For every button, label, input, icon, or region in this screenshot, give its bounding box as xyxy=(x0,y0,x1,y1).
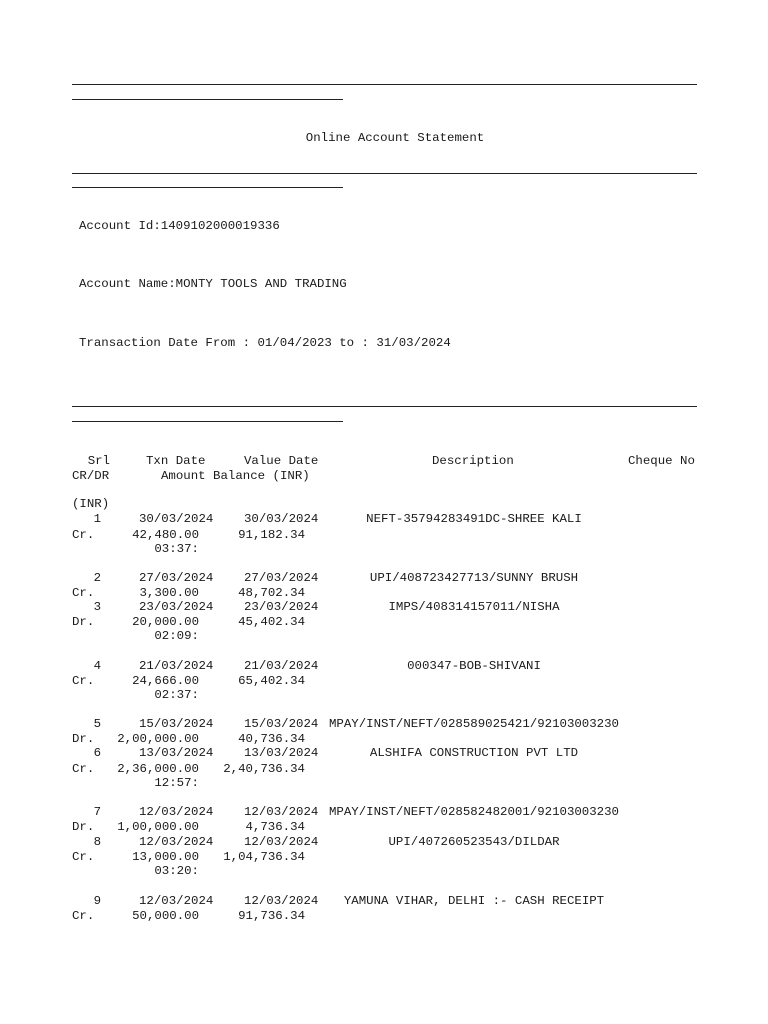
row-cr-dr: Dr. xyxy=(72,732,95,746)
row-txn-date: 23/03/2024 xyxy=(139,600,214,614)
row-amount: 13,000.00 xyxy=(132,850,199,864)
account-name: Account Name:MONTY TOOLS AND TRADING xyxy=(79,277,347,291)
row-txn-date: 12/03/2024 xyxy=(139,835,214,849)
row-value-date: 13/03/2024 xyxy=(244,746,319,760)
row-description: UPI/407260523543/DILDAR xyxy=(388,835,560,849)
row-srl: 1 xyxy=(93,512,101,526)
row-txn-date: 15/03/2024 xyxy=(139,717,214,731)
header-srl: Srl xyxy=(87,454,110,468)
row-srl: 5 xyxy=(93,717,101,731)
row-amount: 2,00,000.00 xyxy=(117,732,199,746)
row-description: YAMUNA VIHAR, DELHI :- CASH RECEIPT xyxy=(343,894,605,908)
row-balance: 65,402.34 xyxy=(238,674,305,688)
row-txn-date: 13/03/2024 xyxy=(139,746,214,760)
header-cheque-no: Cheque No xyxy=(628,454,695,468)
header-txn-date: Txn Date xyxy=(146,454,206,468)
row-cr-dr: Dr. xyxy=(72,615,95,629)
divider-line xyxy=(72,421,343,422)
row-srl: 3 xyxy=(93,600,101,614)
divider-line xyxy=(72,406,697,407)
row-value-date: 12/03/2024 xyxy=(244,835,319,849)
row-txn-date: 30/03/2024 xyxy=(139,512,214,526)
row-time: 12:57: xyxy=(154,776,199,790)
row-cr-dr: Cr. xyxy=(72,762,95,776)
row-balance: 91,736.34 xyxy=(238,909,305,923)
transaction-period: Transaction Date From : 01/04/2023 to : 31/03/2024 xyxy=(79,336,451,350)
row-srl: 2 xyxy=(93,571,101,585)
row-balance: 91,182.34 xyxy=(238,528,305,542)
row-description: MPAY/INST/NEFT/028582482001/92103003230 xyxy=(329,805,619,819)
header-value-date: Value Date xyxy=(244,454,319,468)
row-time: 03:37: xyxy=(154,542,199,556)
row-cr-dr: Cr. xyxy=(72,850,95,864)
row-description: UPI/408723427713/SUNNY BRUSH xyxy=(369,571,579,585)
row-srl: 8 xyxy=(93,835,101,849)
row-amount: 20,000.00 xyxy=(132,615,199,629)
row-amount: 1,00,000.00 xyxy=(117,820,199,834)
row-cr-dr: Cr. xyxy=(72,674,95,688)
row-srl: 9 xyxy=(93,894,101,908)
row-time: 03:20: xyxy=(154,864,199,878)
row-amount: 2,36,000.00 xyxy=(117,762,199,776)
row-description: 000347-BOB-SHIVANI xyxy=(407,659,541,673)
row-amount: 3,300.00 xyxy=(139,586,199,600)
row-txn-date: 12/03/2024 xyxy=(139,805,214,819)
row-cr-dr: Cr. xyxy=(72,586,95,600)
row-description: MPAY/INST/NEFT/028589025421/92103003230 xyxy=(329,717,619,731)
row-value-date: 12/03/2024 xyxy=(244,894,319,908)
row-txn-date: 27/03/2024 xyxy=(139,571,214,585)
row-value-date: 27/03/2024 xyxy=(244,571,319,585)
header-description: Description xyxy=(432,454,514,468)
divider-line xyxy=(72,99,343,100)
row-value-date: 15/03/2024 xyxy=(244,717,319,731)
row-balance: 40,736.34 xyxy=(238,732,305,746)
row-description: IMPS/408314157011/NISHA xyxy=(388,600,560,614)
row-srl: 4 xyxy=(93,659,101,673)
row-amount: 50,000.00 xyxy=(132,909,199,923)
row-srl: 6 xyxy=(93,746,101,760)
row-description: ALSHIFA CONSTRUCTION PVT LTD xyxy=(369,746,579,760)
row-amount: 24,666.00 xyxy=(132,674,199,688)
row-txn-date: 12/03/2024 xyxy=(139,894,214,908)
row-value-date: 23/03/2024 xyxy=(244,600,319,614)
account-id: Account Id:1409102000019336 xyxy=(79,219,280,233)
row-value-date: 12/03/2024 xyxy=(244,805,319,819)
row-time: 02:09: xyxy=(154,629,199,643)
header-cr-dr: CR/DR xyxy=(72,469,110,483)
header-amount-balance: Amount Balance (INR) xyxy=(161,469,310,483)
divider-line xyxy=(72,187,343,188)
row-balance: 4,736.34 xyxy=(245,820,305,834)
row-txn-date: 21/03/2024 xyxy=(139,659,214,673)
row-amount: 42,480.00 xyxy=(132,528,199,542)
divider-line xyxy=(72,84,697,85)
row-value-date: 21/03/2024 xyxy=(244,659,319,673)
row-srl: 7 xyxy=(93,805,101,819)
row-cr-dr: Cr. xyxy=(72,528,95,542)
row-time: 02:37: xyxy=(154,688,199,702)
row-balance: 45,402.34 xyxy=(238,615,305,629)
row-balance: 1,04,736.34 xyxy=(223,850,305,864)
page-title: Online Account Statement xyxy=(305,131,485,145)
row-balance: 48,702.34 xyxy=(238,586,305,600)
row-cr-dr: Cr. xyxy=(72,909,95,923)
row-balance: 2,40,736.34 xyxy=(223,762,305,776)
divider-line xyxy=(72,173,697,174)
row-description: NEFT-35794283491DC-SHREE KALI xyxy=(366,512,582,526)
row-value-date: 30/03/2024 xyxy=(244,512,319,526)
row-cr-dr: Dr. xyxy=(72,820,95,834)
header-inr: (INR) xyxy=(72,497,110,511)
